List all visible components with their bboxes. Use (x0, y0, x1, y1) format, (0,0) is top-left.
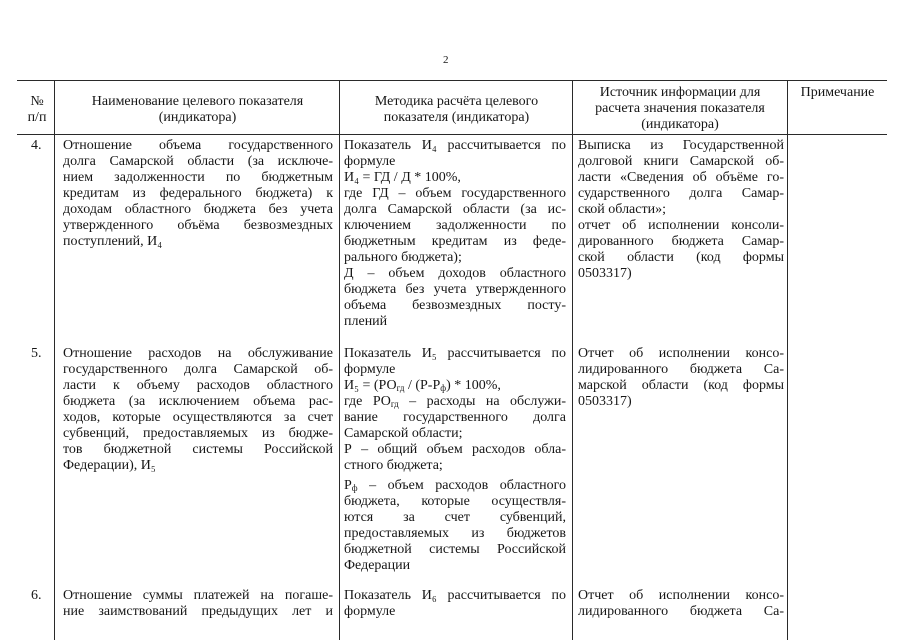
divider-1 (54, 80, 55, 640)
header-name: Наименование целевого показателя (индикатора) (91, 94, 304, 125)
row-4-source: Выписка из Государственной долговой книги Самарской об- ласти «Сведения об объёме го- сударственного долга Самар- ской области»; отчет об исполнении консоли- дированного бюджета Самар- ской области (код формы 0503317) (578, 138, 784, 281)
divider-3 (572, 80, 573, 640)
header-num: № п/п (27, 94, 47, 125)
header-note: Примечание (800, 85, 875, 100)
header-source: Источник информации для расчета значения показателя (индикатора) (595, 85, 765, 132)
divider-2 (339, 80, 340, 640)
header-bottom-border (17, 134, 887, 135)
row-5-indicator-name: Отношение расходов на обслуживание государственного долга Самарской об- ласти к объему расходов областного бюджета (за исключением объема рас- ходов, которые осуществляются за счет субвенций, предоставляемых из бюдже- тов бюджетной системы Российской Федерации), И₅ (63, 346, 333, 473)
row-4-method: Показатель И₄ рассчитывается по формуле И₄ = ГД / Д * 100%, где ГД – объем государственного долга Самарской области (за ис- ключением задолженности по бюджетным кредитам из феде- рального бюджета); Д – объем доходов областного бюджета без учета утвержденного объема безвозмездных посту- плений (344, 138, 566, 329)
table-top-border (17, 80, 887, 81)
page-number: 2 (443, 54, 449, 66)
divider-4 (787, 80, 788, 640)
row-5-source: Отчет об исполнении консо- лидированного бюджета Са- марской области (код формы 0503317) (578, 346, 784, 409)
row-5-num: 5. (31, 346, 42, 361)
header-method: Методика расчёта целевого показателя (индикатора) (374, 94, 539, 125)
row-6-indicator-name: Отношение суммы платежей на погаше- ние заимствований предыдущих лет и (63, 588, 333, 619)
row-6-num: 6. (31, 588, 42, 603)
row-6-source: Отчет об исполнении консо- лидированного бюджета Са- (578, 588, 784, 619)
row-6-method: Показатель И₆ рассчитывается по формуле (344, 588, 566, 619)
row-5-method: Показатель И₅ рассчитывается по формуле $И_5 = (РО_{гд} / (Р-Р_ф) * 100\%$, где $РО_{гд}$ – расходы на обслужи- вание государственного долга Самарской области; Р – общий объем расходов обла- стного бюджета; $Р_ф$ – объем расходов областного бюджета, которые осуществля- ются за счет субвенций, предоставляемых из бюджетов бюджетной системы Российской Федерации (344, 346, 566, 573)
row-4-num: 4. (31, 138, 42, 153)
row-4-indicator-name: Отношение объема государственного долга Самарской области (за исключе- нием задолженности по бюджетным кредитам из федерального бюджета) к доходам областного бюджета без учета утвержденного объёма безвозмездных поступлений, И₄ (63, 138, 333, 249)
